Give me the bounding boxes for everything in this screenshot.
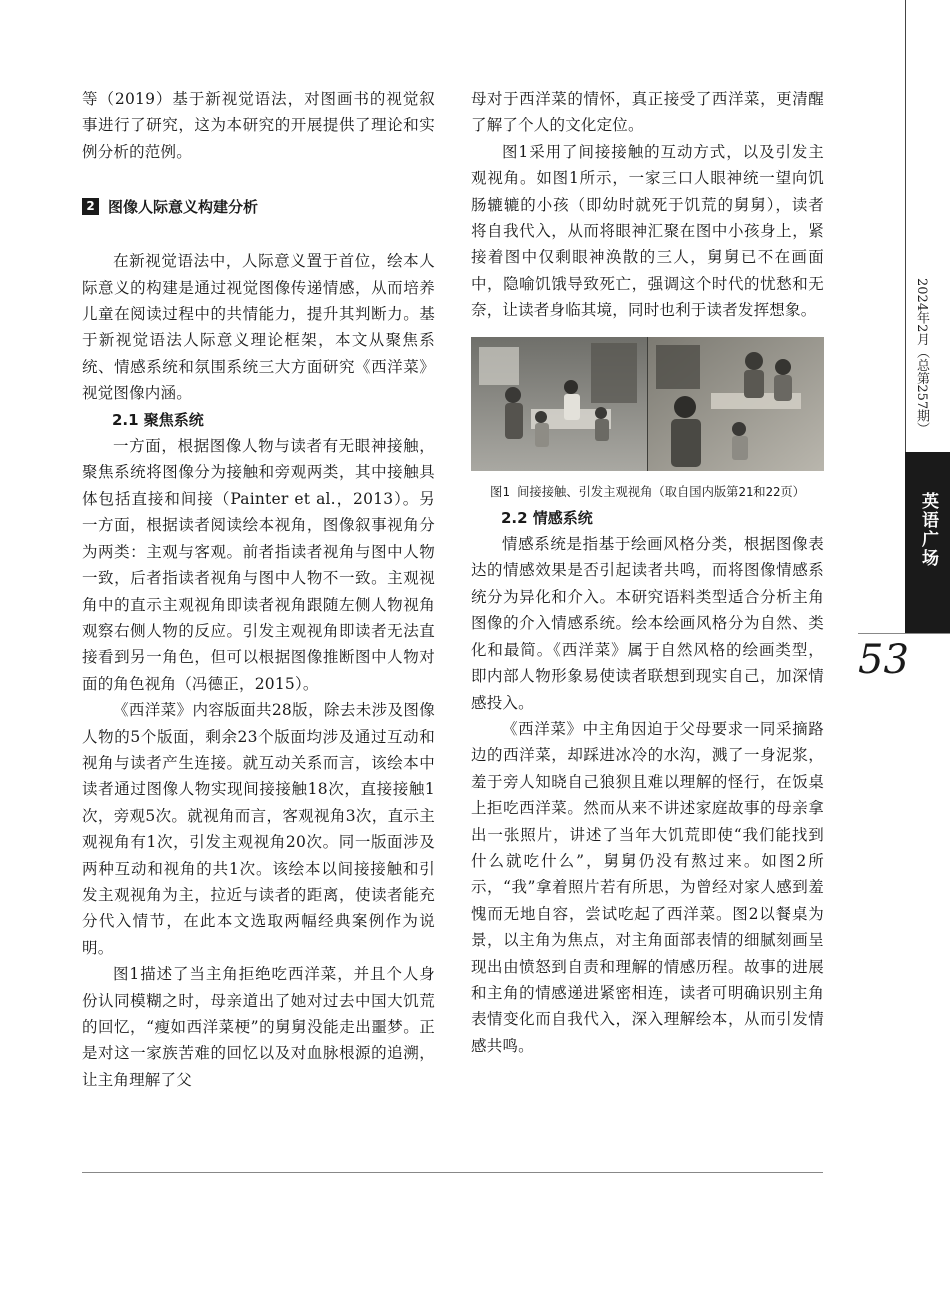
figure-1-illustration	[471, 337, 824, 471]
column-name-block	[905, 452, 950, 633]
paragraph-figure1-description: 图1采用了间接接触的互动方式，以及引发主观视角。如图1所示，一家三口人眼神统一望向饥肠辘辘的小孩（即幼时就死于饥荒的舅舅），读者将自我代入，从而将眼神汇聚在图中小孩身上，紧接着图中仅剩眼神涣散的三人，舅舅已不在画面中，隐喻饥饿导致死亡，强调这个时代的忧愁和无奈，让读者身临其境，同时也利于读者发挥想象。	[471, 142, 824, 320]
footer-rule	[82, 1172, 823, 1173]
paragraph-focus-1: 一方面，根据图像人物与读者有无眼神接触，聚焦系统将图像分为接触和旁观两类，其中接触具体包括直接和间接（Painter et al.，2013）。另一方面，根据读者阅读绘本视角，图像叙事视角分为两类：主观与客观。前者指读者视角与图中人物一致，后者指读者视角与图中人物不一致。主观视角中的直示主观视角即读者视角跟随左侧人物视角观察右侧人物的反应。引发主观视角即读者无法直接看到另一角色，但可以根据图像推断图中人物对面的角色视角（冯德正，2015）。	[82, 437, 435, 693]
paragraph-intro: 等（2019）基于新视觉语法，对图画书的视觉叙事进行了研究，这为本研究的开展提供了理论和实例分析的范例。	[82, 90, 435, 161]
section-heading	[82, 194, 435, 218]
issue-date: 2024年2月（总第257期）	[914, 278, 929, 436]
figure-1-caption: 图1 间接接触、引发主观视角（取自国内版第21和22页）	[490, 484, 805, 499]
paragraph-focus-3: 图1描述了当主角拒绝吃西洋菜，并且个人身份认同模糊之时，母亲道出了她对过去中国大饥荒的回忆，“瘦如西洋菜梗”的舅舅没能走出噩梦。正是对这一家族苦难的回忆以及对血脉根源的追溯，让主角理解了父	[82, 965, 435, 1089]
left-column	[82, 86, 435, 1093]
paragraph-focus-2: 《西洋菜》内容版面共28版，除去未涉及图像人物的5个版面，剩余23个版面均涉及通过互动和视角与读者产生连接。就互动关系而言，该绘本中读者通过图像人物实现间接接触18次，直接接触1次，旁观5次。就视角而言，客观视角3次，直示主观视角有1次，引发主观视角20次。同一版面涉及两种互动和视角的共1次。该绘本以间接接触和引发主观视角为主，拉近与读者的距离，使读者能充分代入情节，在此本文选取两幅经典案例作为说明。	[82, 701, 435, 957]
paragraph-affect-2: 《西洋菜》中主角因迫于父母要求一同采摘路边的西洋菜，却踩进冰冷的水沟，溅了一身泥浆，羞于旁人知晓自己狼狈且难以理解的怪行，在饭桌上拒吃西洋菜。然而从来不讲述家庭故事的母亲拿出一张照片，讲述了当年大饥荒即使“我们能找到什么就吃什么”，舅舅仍没有熬过来。如图2所示，“我”拿着照片若有所思，为曾经对家人感到羞愧而无地自容，尝试吃起了西洋菜。图2以餐桌为景，以主角为焦点，对主角面部表情的细腻刻画呈现出由愤怒到自责和理解的情感历程。故事的进展和主角的情感递进紧密相连，读者可明确识别主角表情变化而自我代入，深入理解绘本，从而引发情感共鸣。	[471, 719, 824, 1055]
subsection-heading-affect: 2.2 情感系统	[501, 508, 593, 527]
paragraph-affect-1: 情感系统是指基于绘画风格分类，根据图像表达的情感效果是否引起读者共鸣，而将图像情感系统分为异化和介入。本研究语料类型适合分析主角图像的介入情感系统。绘本绘画风格分为自然、类化和最简。《西洋菜》属于自然风格的绘画类型，即内部人物形象易使读者联想到现实自己，加深情感投入。	[471, 535, 824, 712]
figure-1-artwork	[471, 337, 824, 471]
paragraph-section-intro: 在新视觉语法中，人际意义置于首位，绘本人际意义的构建是通过视觉图像传递情感，从而培养儿童在阅读过程中的共情能力，提升其判断力。基于新视觉语法人际意义理论框架，本文从聚焦系统、情感系统和氛围系统三大方面研究《西洋菜》视觉图像内涵。	[82, 252, 435, 403]
paragraph-continued: 母对于西洋菜的情怀，真正接受了西洋菜，更清醒了解了个人的文化定位。	[471, 90, 824, 135]
page-number: 53	[858, 637, 909, 683]
column-name: 英语广场	[918, 492, 938, 568]
page-number-rule	[858, 633, 950, 634]
section-number: 2	[82, 198, 99, 215]
subsection-heading-focus: 2.1 聚焦系统	[112, 410, 204, 429]
section-title: 图像人际意义构建分析	[108, 197, 259, 216]
right-column	[471, 86, 824, 1059]
